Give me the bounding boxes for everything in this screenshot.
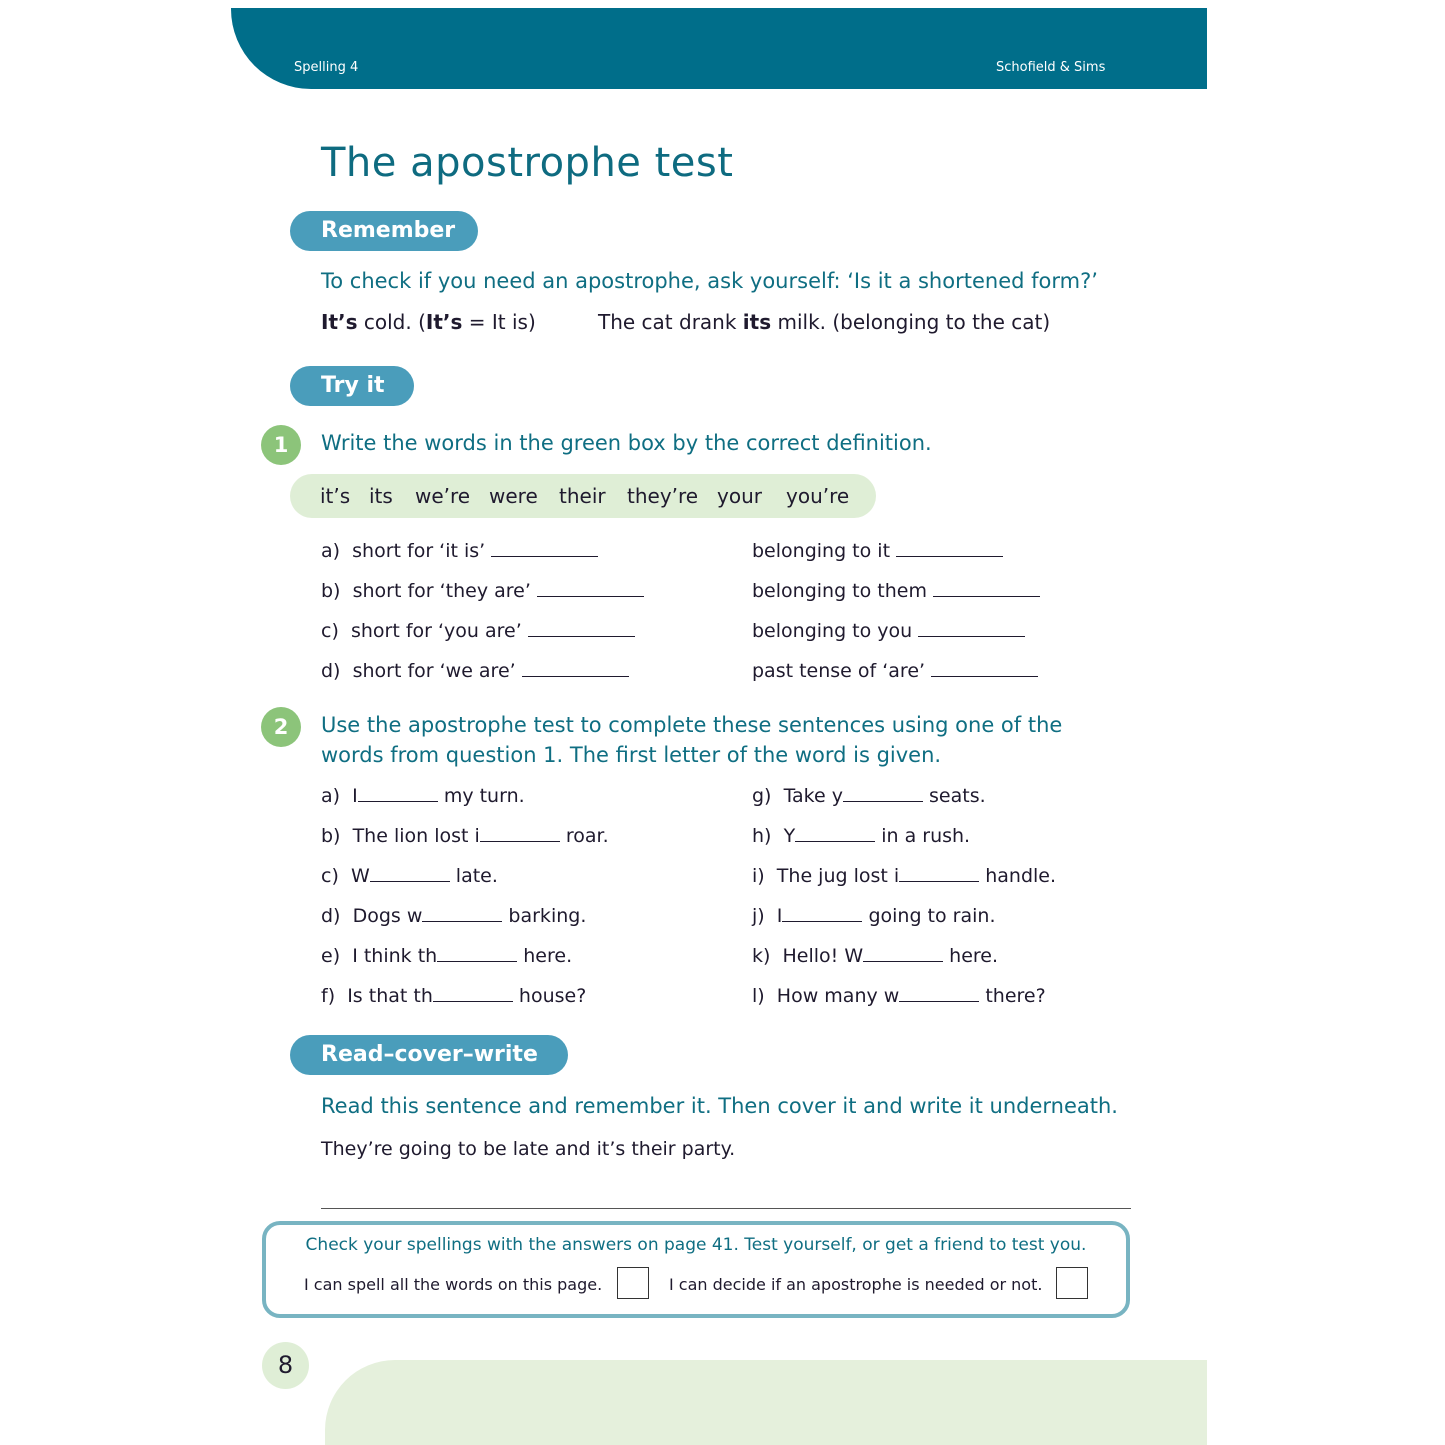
item-letter: a) [321, 785, 341, 807]
example-text-1: cold. ( [357, 310, 426, 334]
book-title: Spelling 4 [294, 60, 359, 75]
item-letter: j) [752, 905, 765, 927]
item-letter: k) [752, 945, 771, 967]
item-letter: b) [321, 825, 341, 847]
sentence-start: I [776, 905, 783, 927]
sentence-row [752, 985, 1046, 1007]
check-statement-1: I can spell all the words on this page. [304, 1275, 603, 1294]
answer-blank[interactable] [437, 945, 517, 962]
example-bold-its-3: its [742, 310, 772, 334]
answer-blank[interactable] [782, 905, 862, 922]
answer-blank[interactable] [931, 660, 1038, 677]
word-item: were [489, 484, 538, 508]
word-item: you’re [786, 484, 850, 508]
answer-blank[interactable] [795, 825, 875, 842]
sentence-end: here. [949, 945, 999, 967]
example-text-3: The cat drank [598, 310, 743, 334]
example-text-2: = It is) [462, 310, 536, 334]
sentence-row [752, 945, 998, 967]
sentence-start: Hello! W [782, 945, 864, 967]
sentence-end: going to rain. [868, 905, 996, 927]
sentence-start: I think th [352, 945, 438, 967]
self-check-panel [262, 1221, 1130, 1318]
sentence-start: W [350, 865, 370, 887]
item-letter: f) [321, 985, 336, 1007]
writing-line[interactable] [321, 1208, 1131, 1209]
sentence-start: The lion lost i [352, 825, 480, 847]
check-statement-2: I can decide if an apostrophe is needed or not. [669, 1275, 1043, 1294]
question-2-instruction-line2: words from question 1. The first letter of the word is given. [321, 743, 942, 767]
word-item: they’re [627, 484, 699, 508]
sentence-end: house? [518, 985, 587, 1007]
answer-blank[interactable] [528, 620, 635, 637]
read-cover-write-instruction: Read this sentence and remember it. Then cover it and write it underneath. [321, 1094, 1118, 1118]
question-number-2: 2 [261, 707, 301, 747]
definition-text: short for ‘you are’ [350, 620, 522, 642]
answer-blank[interactable] [863, 945, 943, 962]
definition-row [321, 580, 644, 602]
remember-example-2 [598, 310, 1050, 334]
definition-row [752, 540, 1003, 562]
sentence-end: there? [985, 985, 1046, 1007]
definition-row [752, 620, 1025, 642]
item-letter: a) [321, 540, 341, 562]
footer-band [325, 1360, 1207, 1445]
answer-blank[interactable] [899, 985, 979, 1002]
definition-text: belonging to it [752, 540, 891, 562]
definition-text: past tense of ‘are’ [752, 660, 926, 682]
item-letter: c) [321, 620, 339, 642]
answer-blank[interactable] [433, 985, 513, 1002]
sentence-row [321, 945, 572, 967]
item-letter: h) [752, 825, 772, 847]
tick-checkbox-1[interactable] [617, 1267, 649, 1299]
item-letter: g) [752, 785, 772, 807]
question-number-1: 1 [261, 425, 301, 465]
sentence-row [321, 905, 586, 927]
definition-text: short for ‘we are’ [352, 660, 516, 682]
tick-checkbox-2[interactable] [1056, 1267, 1088, 1299]
check-instruction: Check your spellings with the answers on page 41. Test yourself, or get a friend to test you. [305, 1235, 1087, 1255]
try-it-label: Try it [290, 366, 414, 406]
item-letter: c) [321, 865, 339, 887]
sentence-row [752, 785, 986, 807]
sentence-start: I [352, 785, 358, 807]
answer-blank[interactable] [491, 540, 598, 557]
word-item: it’s [320, 484, 351, 508]
answer-blank[interactable] [933, 580, 1040, 597]
sentence-end: here. [523, 945, 573, 967]
example-text-4: milk. (belonging to the cat) [771, 310, 1051, 334]
sentence-end: handle. [985, 865, 1057, 887]
word-item: your [717, 484, 762, 508]
sentence-row [752, 865, 1056, 887]
sentence-end: my turn. [443, 785, 525, 807]
answer-blank[interactable] [896, 540, 1003, 557]
sentence-start: Y [783, 825, 796, 847]
answer-blank[interactable] [358, 785, 438, 802]
definition-row [752, 580, 1040, 602]
question-1-instruction: Write the words in the green box by the correct definition. [321, 431, 932, 455]
answer-blank[interactable] [918, 620, 1025, 637]
answer-blank[interactable] [899, 865, 979, 882]
answer-blank[interactable] [537, 580, 644, 597]
sentence-row [321, 865, 498, 887]
remember-label: Remember [290, 211, 478, 251]
definition-text: short for ‘they are’ [352, 580, 531, 602]
sentence-start: How many w [776, 985, 900, 1007]
item-letter: b) [321, 580, 341, 602]
example-bold-its-2: It’s [425, 310, 463, 334]
answer-blank[interactable] [843, 785, 923, 802]
definition-text: belonging to them [752, 580, 927, 602]
definition-text: belonging to you [752, 620, 913, 642]
read-cover-write-sentence: They’re going to be late and it’s their party. [321, 1138, 736, 1160]
definition-text: short for ‘it is’ [352, 540, 486, 562]
example-bold-its-1: It’s [321, 310, 358, 334]
sentence-row [752, 825, 970, 847]
word-box [290, 474, 876, 518]
definition-row [321, 540, 598, 562]
item-letter: d) [321, 905, 341, 927]
page-number: 8 [262, 1342, 309, 1389]
sentence-end: roar. [565, 825, 609, 847]
remember-example-1 [321, 310, 536, 334]
sentence-row [321, 785, 525, 807]
sentence-end: late. [455, 865, 498, 887]
definition-row [321, 620, 635, 642]
definition-row [752, 660, 1038, 682]
item-letter: d) [321, 660, 341, 682]
sentence-row [321, 985, 586, 1007]
word-item: we’re [415, 484, 471, 508]
sentence-end: in a rush. [881, 825, 971, 847]
question-2-instruction-line1: Use the apostrophe test to complete these sentences using one of the [321, 713, 1063, 737]
item-letter: l) [752, 985, 765, 1007]
answer-blank[interactable] [480, 825, 560, 842]
sentence-end: barking. [508, 905, 587, 927]
word-item: its [369, 484, 393, 508]
answer-blank[interactable] [422, 905, 502, 922]
remember-prompt: To check if you need an apostrophe, ask yourself: ‘Is it a shortened form?’ [321, 269, 1098, 293]
sentence-start: The jug lost i [776, 865, 900, 887]
publisher-name: Schofield & Sims [996, 60, 1106, 75]
answer-blank[interactable] [370, 865, 450, 882]
word-item: their [559, 484, 606, 508]
sentence-start: Is that th [347, 985, 433, 1007]
answer-blank[interactable] [522, 660, 629, 677]
page-title: The apostrophe test [321, 140, 734, 186]
sentence-start: Take y [783, 785, 843, 807]
item-letter: i) [752, 865, 765, 887]
sentence-end: seats. [929, 785, 986, 807]
sentence-row [752, 905, 996, 927]
sentence-start: Dogs w [352, 905, 423, 927]
header-band [231, 8, 1207, 89]
read-cover-write-label: Read–cover–write [290, 1035, 568, 1075]
item-letter: e) [321, 945, 341, 967]
sentence-row [321, 825, 609, 847]
definition-row [321, 660, 629, 682]
